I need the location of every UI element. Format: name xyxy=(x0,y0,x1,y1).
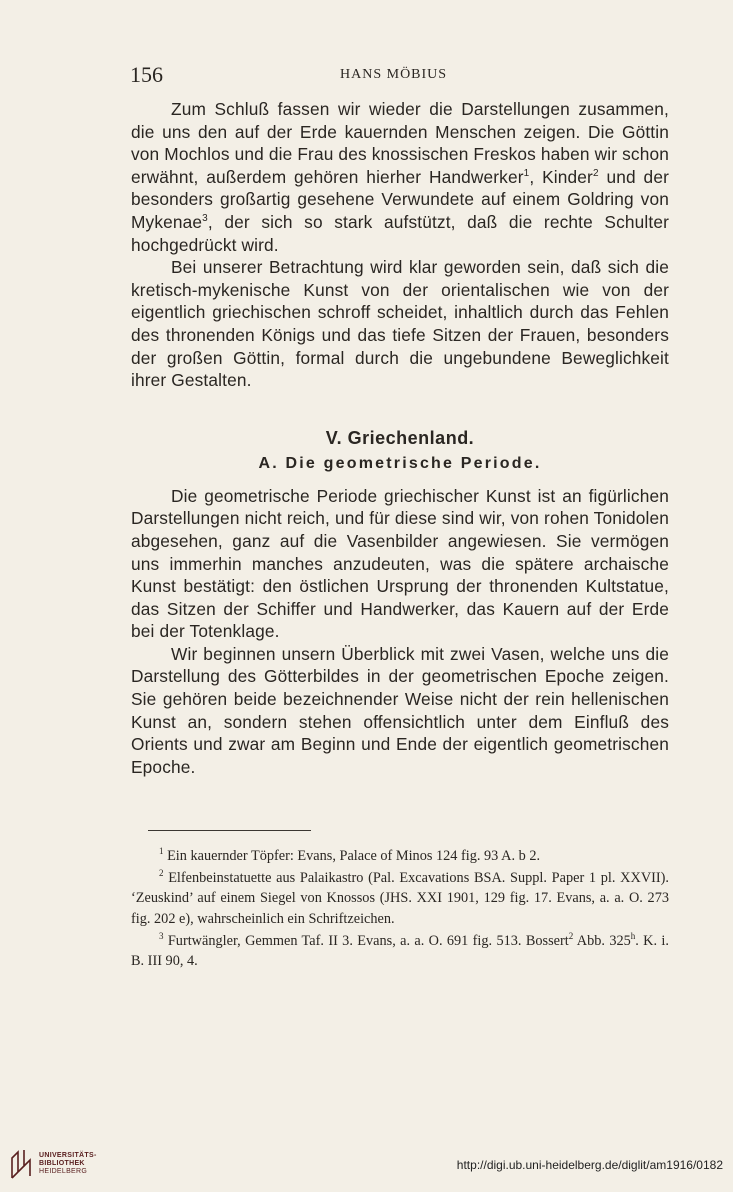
paragraph-1 xyxy=(131,98,669,256)
footnote-1-text: Ein kauernder Töpfer: Evans, Palace of Minos 124 fig. 93 A. b 2. xyxy=(167,848,541,864)
footnote-3-text-a: Furtwängler, Gemmen Taf. II 3. Evans, a. a. O. 691 fig. 513. Bossert xyxy=(167,932,569,949)
running-head: HANS MÖBIUS xyxy=(340,67,448,82)
footnote-2-text: Elfenbeinstatuette aus Palaikastro (Pal. Excavations BSA. Suppl. Paper 1 pl. XXVII). ‘Zeuskind’ auf einem Siegel von Knossos (JHS. XXI 1901, 129 fig. 17. Evans, a. a. O. 273 fig. 202 e), wahrscheinlich ein Schriftzeichen. xyxy=(131,870,669,927)
source-url-link[interactable]: http://digi.ub.uni-heidelberg.de/diglit/am1916/0182 xyxy=(456,1158,723,1172)
footnote-3-mark: 3 xyxy=(159,930,164,941)
library-name xyxy=(39,1152,97,1176)
footnote-ref-1[interactable]: 1 xyxy=(523,167,530,179)
library-name-line-1: UNIVERSITÄTS- xyxy=(39,1152,97,1159)
footnote-1-mark: 1 xyxy=(159,846,164,856)
footnote-3-text-c: . K. i. B. III 90, 4. xyxy=(131,932,669,970)
page-header xyxy=(130,62,670,90)
library-emblem-icon xyxy=(10,1148,32,1180)
main-text xyxy=(131,98,669,778)
library-name-line-3: HEIDELBERG xyxy=(39,1168,88,1175)
paragraph-1-text-d: , der sich so stark aufstützt, daß die rechte Schulter hochgedrückt wird. xyxy=(131,211,669,255)
paragraph-2: Bei unserer Betrachtung wird klar geworden sein, daß sich die kretisch-mykenische Kunst von der orientalischen wie von der eigentlich griechischen schroff scheidet, inhaltlich durch das Fehlen des thronenden Königs und das tiefe Sitzen der Frauen, besonders der großen Göttin, formal durch die ungebundene Beweglichkeit ihrer Gestalten. xyxy=(131,257,669,391)
footnote-1 xyxy=(131,846,669,866)
subsection-heading: A. Die geometrische Periode. xyxy=(258,454,542,472)
section-heading: V. Griechenland. xyxy=(325,427,475,448)
library-name-line-2: BIBLIOTHEK xyxy=(39,1160,85,1167)
footnote-3-sup-a: 2 xyxy=(568,930,574,941)
footnote-ref-3[interactable]: 3 xyxy=(202,212,208,224)
footnote-3-text-b: Abb. 325 xyxy=(573,932,631,949)
footnote-divider xyxy=(148,830,311,831)
library-logo[interactable] xyxy=(10,1148,130,1182)
footnote-2-mark: 2 xyxy=(159,868,164,879)
footnote-ref-2[interactable]: 2 xyxy=(592,167,599,179)
paragraph-3: Die geometrische Periode griechischer Kunst ist an figürlichen Darstellungen nicht reich, und für diese sind wir, von rohen Tonidolen abgesehen, ganz auf die Vasenbilder angewiesen. Sie vermögen uns immerhin manches anzudeuten, was die spätere archaische Kunst bestätigt: den östlichen Ursprung der thronenden Kultstatue, das Sitzen der Schiffer und Handwerker, das Kauern auf der Erde bei der Totenklage. xyxy=(131,485,669,642)
paragraph-1-text-b: , Kinder xyxy=(529,166,593,187)
footnote-3-sup-b: h xyxy=(630,930,636,941)
footnotes xyxy=(131,846,669,973)
footnote-2 xyxy=(131,868,669,929)
footnote-3 xyxy=(131,931,669,971)
paragraph-4: Wir beginnen unsern Überblick mit zwei Vasen, welche uns die Darstellung des Götterbildes in der geometrischen Epoche zeigen. Sie gehören beide bezeichnender Weise nicht der rein hellenischen Kunst an, sondern stehen offensichtlich unter dem Einfluß des Orients und zwar am Beginn und Ende der eigentlich geometrischen Epoche. xyxy=(131,643,669,777)
paragraph-1-text-c: und der besonders großartig gesehene Verwundete auf einem Goldring von Mykenae xyxy=(131,166,669,232)
paragraph-1-text-a: Zum Schluß fassen wir wieder die Darstellungen zusammen, die uns den auf der Erde kauernden Menschen zeigen. Die Göttin von Mochlos und die Frau des knossischen Freskos haben wir schon erwähnt, außerdem gehören hierher Handwerker xyxy=(131,99,669,187)
page-number: 156 xyxy=(130,62,163,87)
